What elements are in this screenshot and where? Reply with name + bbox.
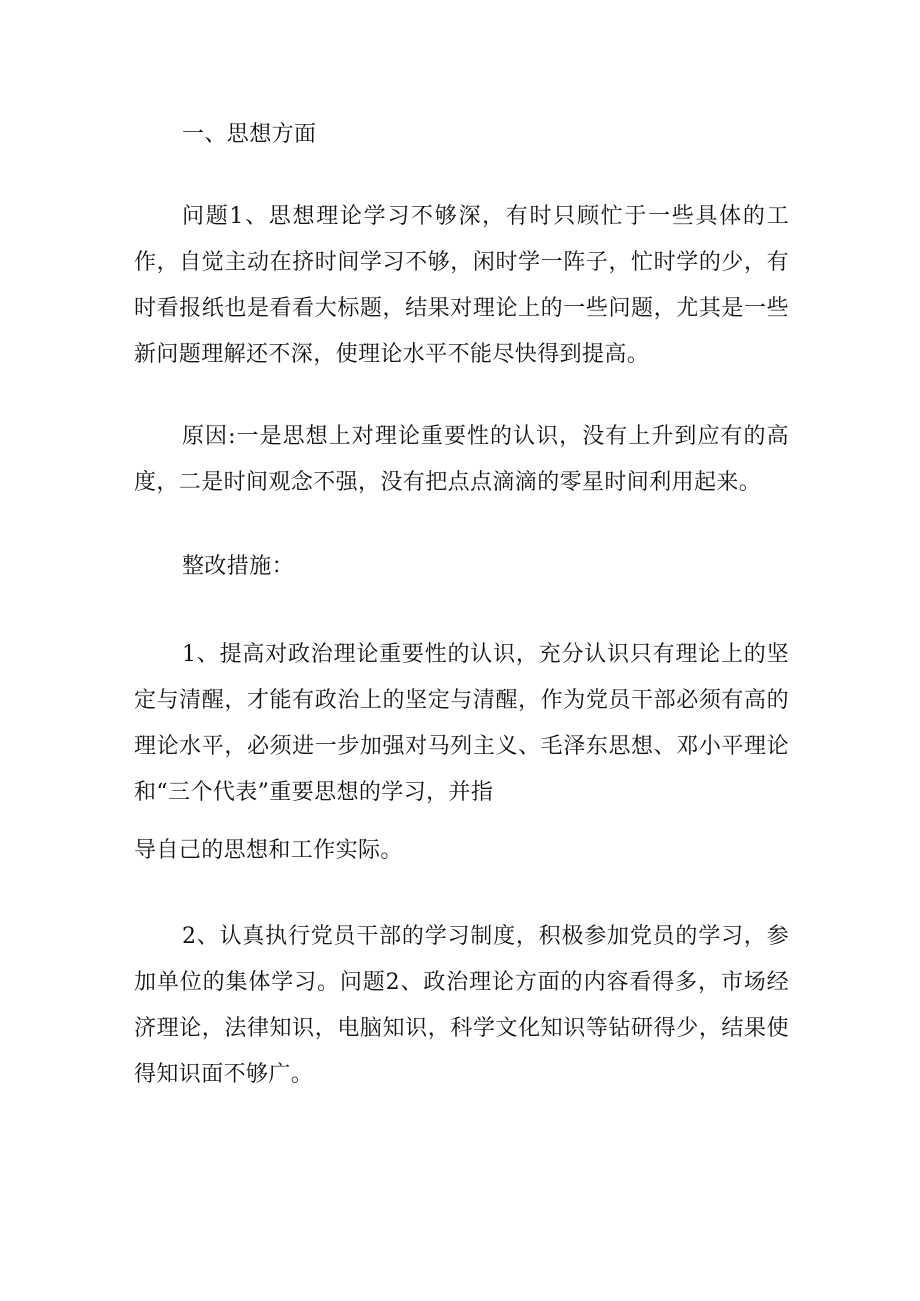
measures-label: 整改措施：: [182, 554, 295, 579]
measure-1-paragraph: 1、提高对政治理论重要性的认识，充分认识只有理论上的坚定与清醒，才能有政治上的坚定与清醒，作为党员干部必须有高的理论水平，必须进一步加强对马列主义、毛泽东思想、邓小平理论和“三个代表”重要思想的学习，并指: [134, 642, 789, 805]
reason-paragraph: 原因:一是思想上对理论重要性的认识，没有上升到应有的高度，二是时间观念不强，没有把点点滴滴的零星时间利用起来。: [134, 424, 789, 495]
measure-1-continuation: 导自己的思想和工作实际。: [134, 838, 403, 863]
measure-2-paragraph: 2、认真执行党员干部的学习制度，积极参加党员的学习，参加单位的集体学习。问题2、政治理论方面的内容看得多，市场经济理论，法律知识，电脑知识，科学文化知识等钻研得少，结果使得知识面不够广。: [134, 924, 789, 1087]
section-heading: 一、思想方面: [182, 122, 317, 147]
problem-1-paragraph: 问题1、思想理论学习不够深，有时只顾忙于一些具体的工作，自觉主动在挤时间学习不够，闲时学一阵子，忙时学的少，有时看报纸也是看看大标题，结果对理论上的一些问题，尤其是一些新问题理解还不深，使理论水平不能尽快得到提高。: [134, 204, 789, 367]
